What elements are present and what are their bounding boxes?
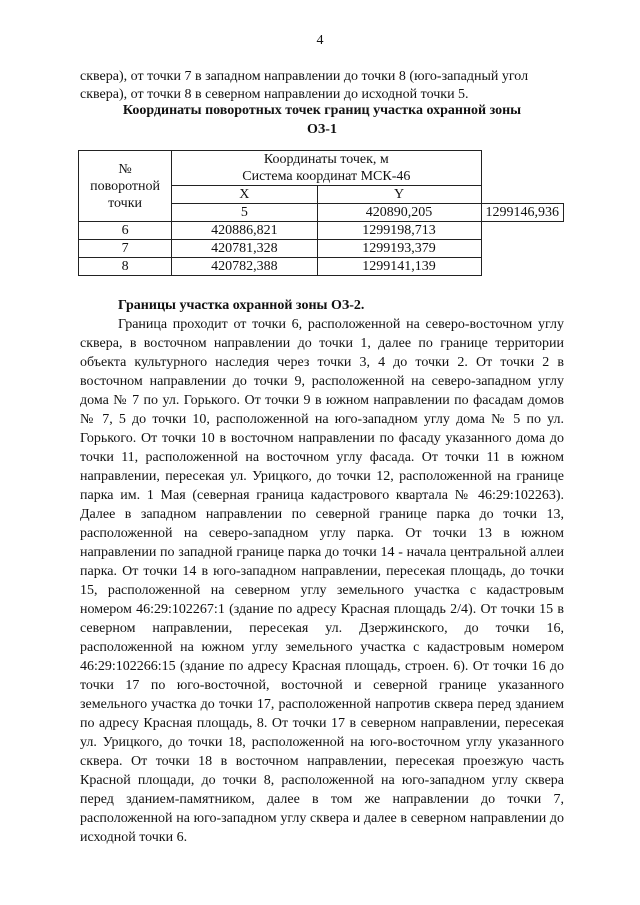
x-value-cell: 420782,388 [172,258,317,276]
point-number-cell: 8 [79,258,172,276]
header-y: Y [317,186,481,204]
x-value-cell: 420890,205 [317,204,481,222]
page-number: 4 [316,33,324,48]
point-number-cell: 5 [172,204,317,222]
y-value-cell: 1299198,713 [317,222,481,240]
x-value-cell: 420781,328 [172,240,317,258]
header-x: X [172,186,317,204]
point-number-cell: 7 [79,240,172,258]
y-value-cell: 1299193,379 [317,240,481,258]
header-coordinate-system: Система координат МСК-46 [242,169,411,184]
point-number-cell: 6 [79,222,172,240]
table-heading-line-2: ОЗ-1 [307,122,337,137]
header-point-number: № поворотной точки [79,151,172,222]
table-row [79,258,564,276]
table-heading [80,101,564,139]
section-title: Границы участка охранной зоны ОЗ-2. [118,298,365,313]
y-value-cell: 1299146,936 [481,204,564,222]
coordinates-table [78,150,564,276]
y-value-cell: 1299141,139 [317,258,481,276]
x-value-cell: 420886,821 [172,222,317,240]
table-row [79,240,564,258]
intro-paragraph: сквера), от точки 7 в западном направлении до точки 8 (юго-западный угол сквера), от точки 8 в северном направлении до исходной точки 5. [80,69,529,102]
table-header-row [79,151,564,186]
body-paragraph: Граница проходит от точки 6, расположенной на северо-восточном углу сквера, в восточном направлении до точки 1, далее по границе территории объекта культурного наследия через точки 3, 4 до точки 2. От точки 2 в восточном направлении до точки 9, расположенной на северо-западном углу дома № 7 по ул. Горького. От точки 9 в южном направлении по фасадам домов № 7, 5 до точки 10, расположенной на юго-западном углу дома № 5 по ул. Горького. От точки 10 в восточном направлении по фасаду указанного дома до точки 11, расположенной на восточном углу фасада. От точки 11 в южном направлении, пересекая ул. Урицкого, до точки 12, расположенной на границе парка им. 1 Мая (северная граница кадастрового квартала № 46:29:102263). Далее в западном направлении по северной границе парка до точки 13, расположенной на северо-западном углу парка. От точки 13 в южном направлении по западной границе парка до точки 14 - начала центральной аллеи парка. От точки 14 в юго-западном направлении, пересекая площадь, до точки 15, расположенной на северном углу земельного участка с кадастровым номером 46:29:102267:1 (здание по адресу Красная площадь 2/4). От точки 15 в северном направлении, пересекая ул. Дзержинского, до точки 16, расположенной на южном углу земельного участка с кадастровым номером 46:29:102266:15 (здание по адресу Красная площадь, строен. 6). От точки 16 до точки 17 по юго-восточной, восточной и северной границе указанного земельного участка до точки 17, расположенной напротив сквера перед зданием по адресу Красная площадь, 8. От точки 17 в северном направлении, пересекая ул. Урицкого, до точки 18, расположенной на юго-восточном углу указанного сквера. От точки 18 в восточном направлении, пересекая проезжую часть Красной площади, до точки 8, расположенной на юго-западном углу сквера перед зданием-памятником, далее в том же направлении до точки 7, расположенной на юго-западном углу сквера и далее в северном направлении до исходной точки 6. [80,317,564,845]
table-row [79,222,564,240]
table-heading-line-1: Координаты поворотных точек границ участка охранной зоны [122,103,522,118]
header-coordinates [172,151,481,186]
header-coordinates-label: Координаты точек, м [263,152,389,167]
